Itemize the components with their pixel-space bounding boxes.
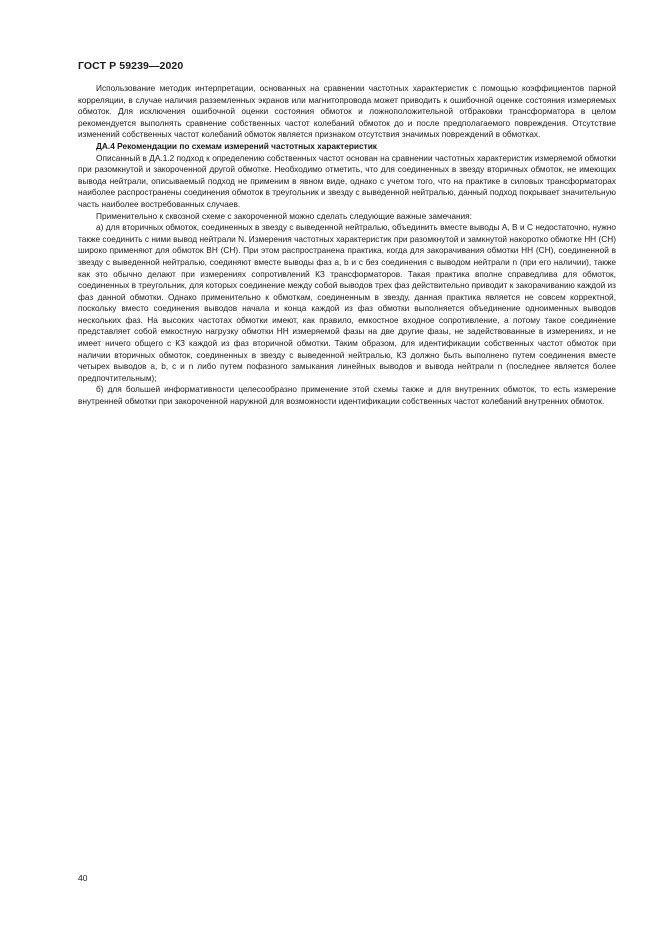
list-item-a: а) для вторичных обмоток, соединенных в звезду с выведенной нейтралью, объединить вместе выводы А, В и С недостаточно, нужно также соединить с ними вывод нейтрали N. Измерения частотных характеристик при разомкнутой и замкнутой накоротко обмотке НН (СН) широко применяют для обмоток ВН (СН). При этом распространена практика, когда для закорачивания обмотки НН (СН), соединенной в звезду с выведенной нейтралью, соединяют вместе выводы фаз а, b и с без соединения с выводом нейтрали n (при его наличии), также как это обычно делают при измерениях сопротивлений КЗ трансформаторов. Такая практика вполне справедлива для обмоток, соединенных в треугольник, для которых соединение между собой выводов трех фаз действительно приводит к закорачиванию каждой из фаз данной обмотки. Однако применительно к обмоткам, соединенным в звезду, данная практика является не совсем корректной, поскольку вместо соединения выводов начала и конца каждой из фаз обмотки выполняется объединение одноименных выводов нескольких фаз. На высоких частотах обмотки имеют, как правило, емкостное входное сопротивление, а потому такое соединение представляет собой емкостную нагрузку обмотки НН измеряемой фазы на две другие фазы, не задействованные в измерениях, и не имеет ничего общего с КЗ каждой из фаз вторичной обмотки. Таким образом, для идентификации собственных частот обмоток при наличии вторичных обмоток, соединенных в звезду с выведенной нейтралью, КЗ должно быть выполнено путем соединения вместе четырех выводов а, b, с и n либо путем пофазного замыкания линейных выводов и вывода нейтрали n (последнее является более предпочтительным);: [78, 222, 616, 383]
section-heading: ДА.4 Рекомендации по схемам измерений частотных характеристик: [96, 140, 377, 151]
page-number: 40: [78, 873, 88, 883]
paragraph-remarks-intro: Применительно к сквозной схеме с закороченной можно сделать следующие важные замечания:: [96, 210, 472, 221]
paragraph-approach: Описанный в ДА.1.2 подход к определению собственных частот основан на сравнении частотных характеристик измеряемой обмотки при разомкнутой и закороченной другой обмотке. Необходимо отметить, что для соединенных в звезду вторичных обмоток, не имеющих вывода нейтрали, описываемый подход не применим в явном виде, однако с учетом того, что на практике в силовых трансформаторах наиболее распространены соединения обмоток в треугольник и звезду с выведенной нейтралью, данный подход покрывает значительную часть наиболее востребованных случаев.: [78, 152, 616, 209]
list-item-b: б) для большей информативности целесообразно применение этой схемы также и для внутренних обмоток, то есть измерение внутренней обмотки при закороченной наружной для возможности идентификации собственных частот колебаний внутренних обмоток.: [78, 384, 616, 407]
document-body: [78, 80, 616, 408]
intro-paragraph: Использование методик интерпретации, основанных на сравнении частотных характеристик с помощью коэффициентов парной корреляции, в случае наличия разземленных экранов или магнитопровода может приводить к ошибочной оценке состояния измеряемых обмоток. Для исключения ошибочной оценки состояния обмоток и ложноположительной отбраковки трансформатора в целом рекомендуется выполнять сравнение собственных частот колебаний обмоток до и после предполагаемого повреждения. Отсутствие изменений собственных частот колебаний обмоток является признаком отсутствия значимых повреждений в обмотках.: [78, 83, 616, 140]
standard-header: ГОСТ Р 59239—2020: [78, 60, 184, 72]
